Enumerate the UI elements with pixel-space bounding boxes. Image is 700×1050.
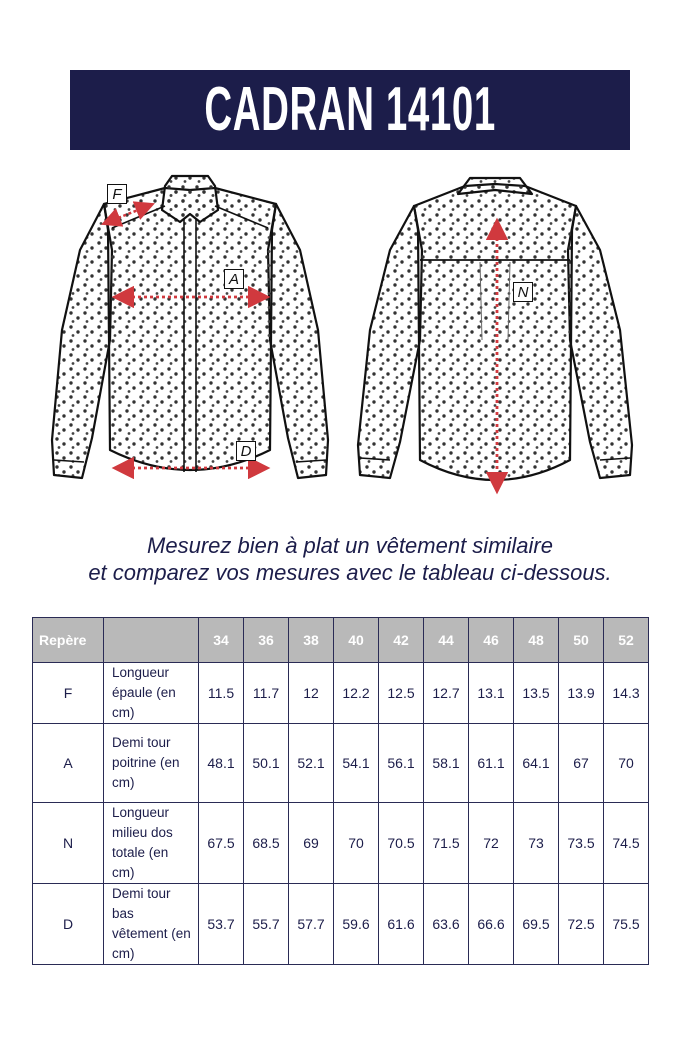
row-value: 50.1 [244, 724, 289, 803]
row-value: 54.1 [334, 724, 379, 803]
marker-d: D [236, 441, 256, 461]
header-size: 42 [379, 618, 424, 663]
row-value: 72 [469, 803, 514, 884]
header-size: 40 [334, 618, 379, 663]
row-mark: F [33, 663, 104, 724]
row-value: 66.6 [469, 884, 514, 965]
row-value: 11.5 [199, 663, 244, 724]
table-row [33, 724, 649, 803]
row-value: 74.5 [604, 803, 649, 884]
row-value: 48.1 [199, 724, 244, 803]
row-value: 52.1 [289, 724, 334, 803]
row-label: Longueur milieu dos totale (en cm) [104, 803, 199, 884]
row-value: 12.2 [334, 663, 379, 724]
row-value: 73 [514, 803, 559, 884]
header-size: 44 [424, 618, 469, 663]
row-value: 11.7 [244, 663, 289, 724]
row-value: 59.6 [334, 884, 379, 965]
row-value: 71.5 [424, 803, 469, 884]
shirt-back-illustration [350, 170, 640, 520]
shirt-front-illustration [40, 170, 340, 520]
row-mark: D [33, 884, 104, 965]
header-size: 34 [199, 618, 244, 663]
table-row [33, 803, 649, 884]
row-value: 13.9 [559, 663, 604, 724]
row-value: 13.1 [469, 663, 514, 724]
row-value: 70 [334, 803, 379, 884]
row-value: 13.5 [514, 663, 559, 724]
table-header-row [33, 618, 649, 663]
header-size: 52 [604, 618, 649, 663]
header-description [104, 618, 199, 663]
row-value: 63.6 [424, 884, 469, 965]
row-value: 12.5 [379, 663, 424, 724]
header-size: 50 [559, 618, 604, 663]
header-size: 38 [289, 618, 334, 663]
row-value: 68.5 [244, 803, 289, 884]
instructions-line-2: et comparez vos mesures avec le tableau ci-dessous. [88, 560, 612, 585]
header-size: 48 [514, 618, 559, 663]
row-value: 56.1 [379, 724, 424, 803]
row-label: Demi tour bas vêtement (en cm) [104, 884, 199, 965]
table-row [33, 663, 649, 724]
row-value: 12 [289, 663, 334, 724]
row-label: Longueur épaule (en cm) [104, 663, 199, 724]
page-title: CADRAN 14101 [204, 75, 496, 144]
header-repere: Repère [33, 618, 104, 663]
header-size: 36 [244, 618, 289, 663]
size-table [32, 617, 649, 965]
row-value: 12.7 [424, 663, 469, 724]
marker-f: F [107, 184, 127, 204]
row-value: 75.5 [604, 884, 649, 965]
row-value: 61.1 [469, 724, 514, 803]
row-value: 67.5 [199, 803, 244, 884]
row-value: 14.3 [604, 663, 649, 724]
row-mark: N [33, 803, 104, 884]
title-banner [70, 70, 630, 150]
row-value: 73.5 [559, 803, 604, 884]
row-value: 58.1 [424, 724, 469, 803]
row-value: 61.6 [379, 884, 424, 965]
row-value: 67 [559, 724, 604, 803]
instructions-line-1: Mesurez bien à plat un vêtement similaire [147, 533, 553, 558]
table-row [33, 884, 649, 965]
row-value: 64.1 [514, 724, 559, 803]
row-value: 55.7 [244, 884, 289, 965]
row-value: 53.7 [199, 884, 244, 965]
row-value: 72.5 [559, 884, 604, 965]
header-size: 46 [469, 618, 514, 663]
row-value: 57.7 [289, 884, 334, 965]
row-mark: A [33, 724, 104, 803]
row-value: 69.5 [514, 884, 559, 965]
measurement-instructions [0, 532, 700, 586]
row-label: Demi tour poitrine (en cm) [104, 724, 199, 803]
marker-n: N [513, 282, 533, 302]
row-value: 70 [604, 724, 649, 803]
row-value: 69 [289, 803, 334, 884]
shirt-illustrations [40, 170, 660, 520]
row-value: 70.5 [379, 803, 424, 884]
marker-a: A [224, 269, 244, 289]
